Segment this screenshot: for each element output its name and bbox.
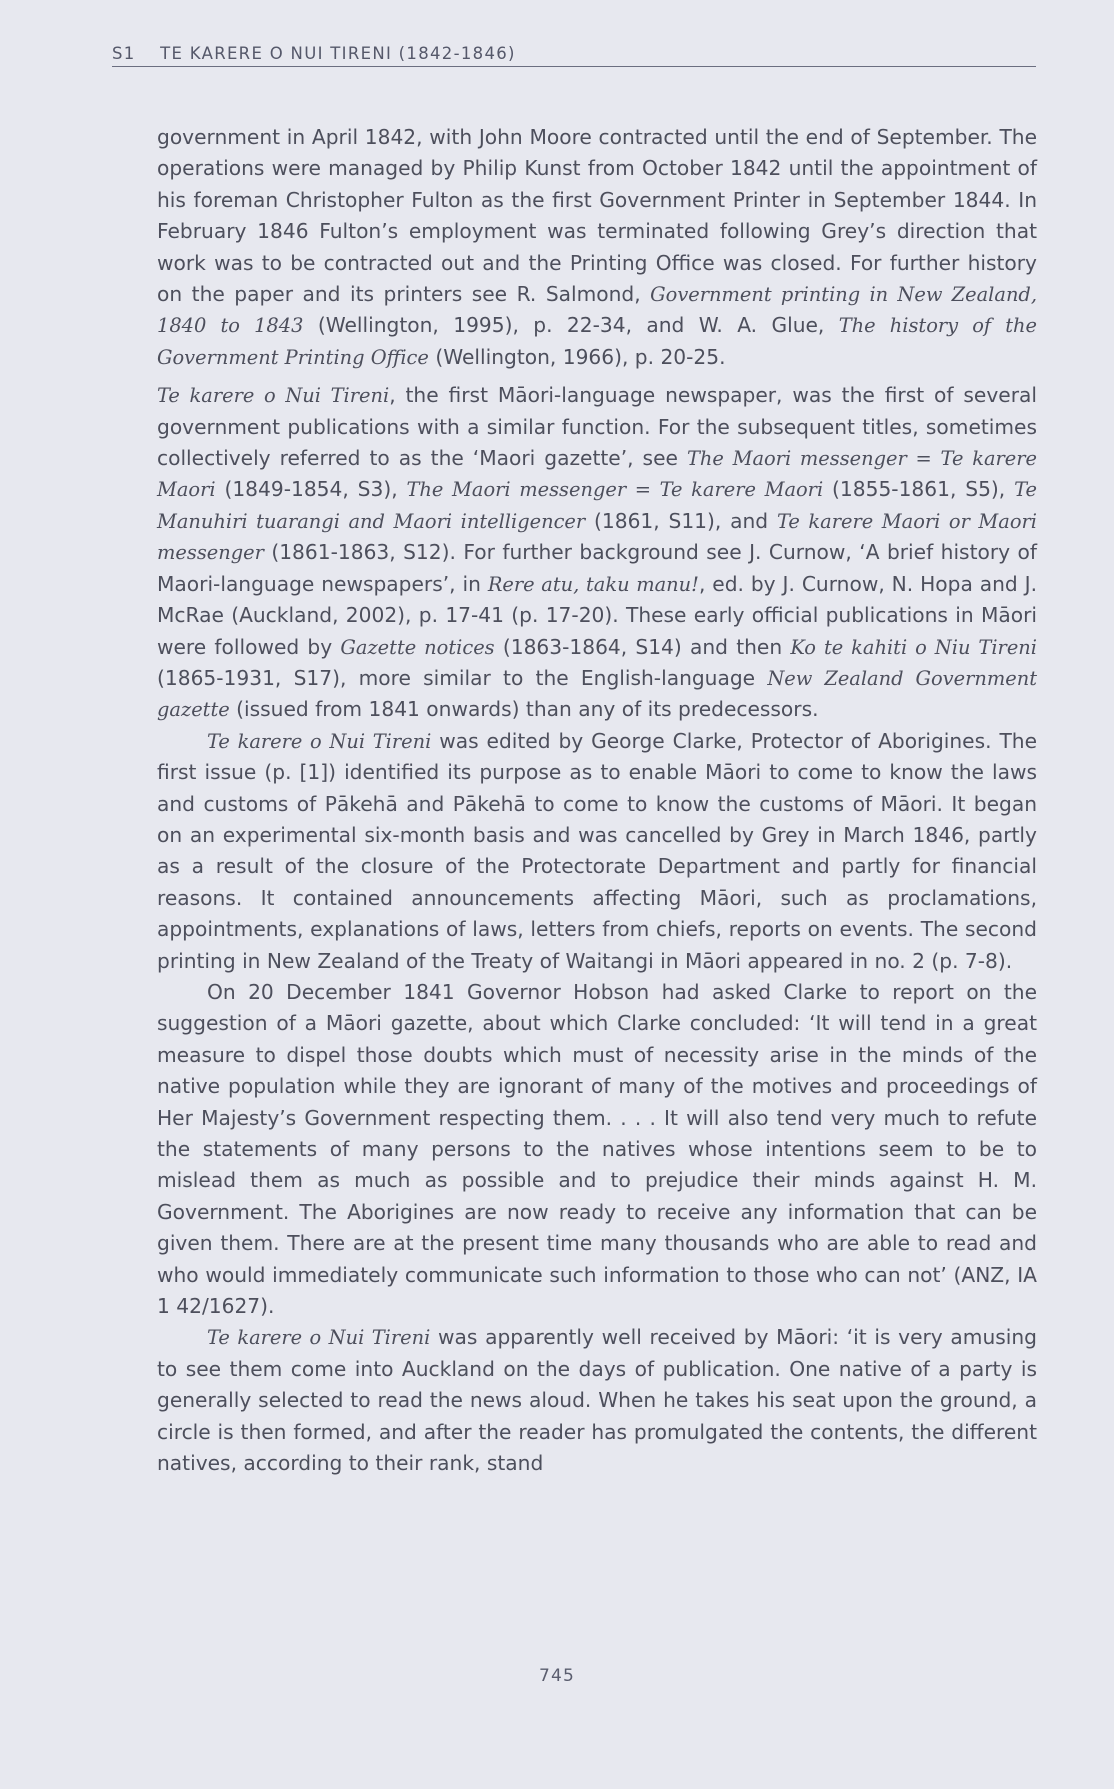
text-run: was edited by George Clarke, Protector of Aborigines. The first issue (p. [1]) identified its purpose as to enable Māori to come to know the laws and customs of Pākehā and Pākehā to come to know the customs of Māori. It began on an experimental six-month basis and was cancelled by Grey in March 1846, partly as a result of the closure of the Protectorate Department and partly for financial reasons. It contained announcements affecting Māori, such as proclamations, appointments, explanations of laws, letters from chiefs, reports on events. The second printing in New Zealand of the Treaty of Waitangi in Māori appeared in no. 2 (p. 7-8). (157, 728, 1037, 973)
body-text (157, 122, 1037, 1479)
page-number: 745 (538, 1666, 576, 1686)
text-run: , the first Māori-language newspaper, was the first of several government publications with a similar function. For the subsequent titles, sometimes collectively referred to as the ‘Maori gazette’, see (157, 383, 1037, 471)
italic-title: Rere atu, taku manu! (487, 572, 699, 596)
italic-title: New Zealand Government gazette (157, 666, 1038, 722)
text-run: (issued from 1841 onwards) than any of its predecessors. (229, 697, 819, 722)
italic-title: The Maori messenger = Te karere Maori (157, 447, 1037, 502)
italic-title: Te karere o Nui Tireni (207, 729, 432, 753)
italic-title: Gazette notices (340, 635, 495, 659)
paragraph (157, 380, 1037, 725)
paragraph (157, 977, 1037, 1322)
italic-title: Te karere Maori or Maori messenger (157, 509, 1037, 565)
italic-title: Government printing in New Zealand, 1840 to 1843 (157, 283, 1038, 338)
italic-title: Te karere o Nui Tireni (207, 1326, 431, 1350)
text-run: (Wellington, 1966), p. 20-25. (428, 344, 726, 369)
text-run: (1861-1863, S12). For further background see J. Curnow, ‘A brief history of Maori-language newspapers’, in (157, 540, 1037, 596)
paragraph (157, 1322, 1037, 1479)
italic-title: The history of the Government Printing Office (157, 314, 1038, 369)
text-run: (Wellington, 1995), p. 22-34, and W. A. Glue, (303, 313, 839, 338)
text-run: (1863-1864, S14) and then (494, 634, 791, 659)
text-run: government in April 1842, with John Moore contracted until the end of September. The operations were managed by Philip Kunst from October 1842 until the appointment of his foreman Christopher Fulton as the first Government Printer in September 1844. In February 1846 Fulton’s employment was terminated following Grey’s direction that work was to be contracted out and the Printing Office was closed. For further history on the paper and its printers see R. Salmond, (157, 125, 1037, 307)
running-title: TE KARERE O NUI TIRENI (1842-1846) (160, 44, 516, 63)
text-run: was apparently well received by Māori: ‘it is very amusing to see them come into Auckland on the days of publication. One native of a party is generally selected to read the news aloud. When he takes his seat upon the ground, a circle is then formed, and after the reader has promulgated the contents, the different natives, according to their rank, stand (157, 1325, 1037, 1476)
italic-title: Te Manuhiri tuarangi and Maori intelligencer (157, 478, 1037, 533)
text-run: (1849-1854, S3), (215, 477, 407, 502)
text-run: , ed. by J. Curnow, N. Hopa and J. McRae (Auckland, 2002), p. 17-41 (p. 17-20). These early official publications in Māori were followed by (157, 571, 1038, 659)
paragraph (157, 122, 1037, 373)
text-run: (1865-1931, S17), more similar to the English-language (157, 665, 768, 690)
section-code: S1 (112, 44, 136, 63)
header-rule (112, 66, 1036, 67)
paragraph (157, 726, 1037, 977)
text-run: (1861, S11), and (585, 508, 777, 533)
italic-title: Te karere o Nui Tireni (157, 384, 390, 408)
text-run: On 20 December 1841 Governor Hobson had asked Clarke to report on the suggestion of a Māori gazette, about which Clarke concluded: ‘It will tend in a great measure to dispel those doubts which must of necessity arise in the minds of the native population while they are ignorant of many of the motives and proceedings of Her Majesty’s Government respecting them. . . . It will also tend very much to refute the statements of many persons to the natives whose intentions seem to be to mislead them as much as possible and to prejudice their minds against H. M. Government. The Aborigines are now ready to receive any information that can be given them. There are at the present time many thousands who are able to read and who would immediately communicate such information to those who can not’ (ANZ, IA 1 42/1627). (157, 979, 1037, 1319)
text-run: (1855-1861, S5), (823, 477, 1015, 502)
running-header (112, 44, 1036, 63)
italic-title: Ko te kahiti o Niu Tireni (790, 635, 1037, 659)
italic-title: The Maori messenger = Te karere Maori (406, 478, 824, 502)
